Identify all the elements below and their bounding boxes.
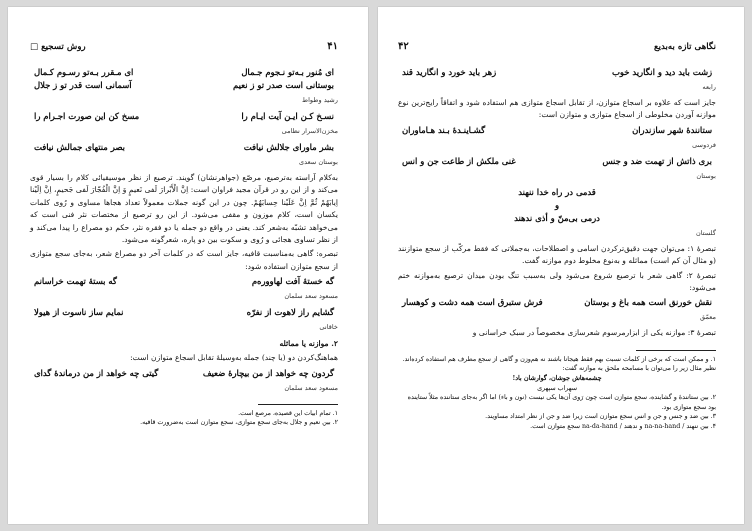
poet-attribution: فردوسی — [692, 140, 716, 149]
hemistich: مسخ کن این صورت اجـرام را — [34, 111, 140, 121]
prose-line — [398, 186, 716, 199]
verse — [398, 296, 716, 309]
paragraph: تبصرهٔ ۳: موازنه یکی از ابزارمرسوم شعرسازی مخصوصاً در سبک خراسانی و — [472, 328, 716, 338]
hemistich: ستانندهٔ شهر سازندران — [632, 124, 712, 135]
verse — [30, 66, 338, 79]
page-41 — [8, 7, 368, 524]
poet-attribution: بوستان — [696, 171, 716, 180]
hemistich: نسـخ کـن ایـن آیت ایـام را — [241, 111, 334, 121]
footnote: ۱. تمام ابیات این قصیده، مرصع است. — [238, 409, 338, 417]
page-header — [30, 41, 338, 52]
poet-attribution: گلستان — [695, 228, 716, 237]
footnote: ۳. بین ضد و جنس و جن و انس سجع متوازن است زیرا ضد و جن از نظر امتداد مساویند. — [485, 413, 716, 421]
hemistich: آسمانی است قدر تو ز جلال — [34, 80, 132, 90]
poet-attribution: بوستان سعدی — [298, 158, 338, 166]
verse — [30, 110, 338, 123]
verse — [30, 79, 338, 92]
running-title: روش تسجیع □ — [30, 41, 86, 52]
page-42 — [378, 7, 744, 524]
poet-attribution: رابعه — [702, 83, 716, 91]
hemistich: زهر باید خورد و انگارید قند — [402, 67, 497, 77]
paragraph: تبصره: گاهی به‌مناسبت قافیه، جایز است که در کلمات آخر دو مصراع شعر، به‌جای سجع متوازی از سجع متوازن استفاده شود: — [30, 249, 338, 271]
rhymed-prose-line: درمی بی‌منّ و أذی ندهند — [514, 212, 600, 223]
footnote: ۴. بین ننهند / na-na-hand و ندهند / na-da-hand سجع متوازن است. — [530, 423, 716, 430]
verse — [398, 124, 716, 137]
section-heading: ۲. موازنه یا مماثله — [279, 339, 338, 349]
hemistich: زشت باید دید و انگارید خوب — [612, 67, 712, 77]
hemistich: ای مـقرر بـه‌تو رسـوم کـمال — [34, 67, 134, 77]
verse — [398, 155, 716, 168]
footnote-attribution: سهراب سپهری — [537, 384, 577, 392]
hemistich: بری ذاتش از تهمت ضد و جنس — [602, 155, 712, 166]
prose-line — [398, 199, 716, 212]
footnote-divider — [258, 404, 338, 405]
hemistich: نمایم ساز ناسوت از هیولا — [34, 307, 124, 318]
hemistich: گیتی چه خواهد از من درماندهٔ گدای — [34, 367, 159, 378]
prose-line — [398, 212, 716, 225]
paragraph: هماهنگ‌کردن دو (یا چند) جمله به‌وسیلهٔ تقابل اسجاع متوازن است: — [130, 353, 338, 363]
hemistich: ای مُنور بـه‌تو نـجوم جـمال — [241, 67, 334, 77]
page-header — [398, 41, 716, 52]
footnote: ۲. بین ستانندهٔ و گشاینده، سجع متوازن است چون رَوی آن‌ها یکی نیست (نون و باء) اما اگر به‌جای ستاننده مثلاً ستاینده بود سجع متوازی بود. — [407, 394, 716, 411]
verse — [30, 306, 338, 319]
hemistich: غنی ملکش از طاعت جن و انس — [402, 155, 516, 166]
poet-attribution: مسعود سعد سلمان — [284, 292, 338, 301]
hemistich: گه بستهٔ تهمت خراسانم — [34, 276, 117, 287]
running-title: نگاهی تازه به‌بدیع — [654, 41, 716, 52]
hemistich: گشایم راز لاهوت از نفرّه — [246, 307, 334, 318]
paragraph: به‌کلام آراسته به‌ترصیع، مرصّع (جواهرنشان) گویند. ترصیع از نظر موسیقیائی کلام را بسیار قوی می‌کند و از این رو در قرآن مجید فراوان است: اِنَّ الْأَبْرارَ لَفی نَعیمٍ وَ اِنَّ الْفُجّارَ لَفی جَحیمٍ، اِنَّ اِلَیْنا اِیابَهُمْ ثُمَّ اِنَّ عَلَیْنا حِسابَهُمْ. چون در این گونه جملات معمولاً تعداد هجاها مساوی و رُوی کلمات یکسان است، کلام موزون و مقفی می‌شود. از این رو ترصیع از مختصات نثر فنی است که می‌خواهد تشبّه به‌شعر کند. یعنی در واقع دو جمله یا دو فقره نثر، حکم دو مصراع را پیدا می‌کند و از نظر تساوی هجائی و رُوی و سکوت بین دو پاره، شعرگونه می‌شود. — [30, 173, 338, 245]
poet-attribution: خاقانی — [319, 323, 338, 332]
verse — [398, 66, 716, 79]
hemistich: بشر ماورای جلالش نیافت — [243, 142, 334, 152]
hemistich: گردون چه خواهد از من بیچارهٔ ضعیف — [202, 367, 334, 378]
conjunction: و — [554, 199, 560, 210]
hemistich: بصر منتهای جمالش نیافت — [34, 142, 125, 152]
hemistich: بوستانی است صدر تو ز نعیم — [233, 80, 334, 90]
footnote: ۲. بین نعیم و جلال به‌جای سجع متوازی، سجع متوازن است به‌ضرورت قافیه. — [140, 419, 338, 427]
footnote: ۱. و ممکن است که برخی از کلمات نسبت بهم فقط هیجانا باشند نه هم‌وزن و گاهی از سجع مطرف هم استفاده کرده‌اند. نظیر مثال زیر را می‌توان با مسامحه ملحق به موازنه گفت: — [402, 355, 716, 373]
poet-attribution: معمّق — [699, 313, 716, 322]
poet-attribution: مسعود سعد سلمان — [284, 383, 338, 392]
verse — [30, 275, 338, 288]
paragraph: تبصرهٔ ۱: می‌توان جهت دقیق‌ترکردن اسامی و اصطلاحات، به‌جملاتی که فقط مرکّب از سجع متوازنند (و مثال آن کم است) مماثله و به‌نوع مخلوط دوم موازنه گفت. — [398, 243, 716, 266]
page-number: ۴۱ — [327, 41, 338, 52]
poet-attribution: رشید وطواط — [301, 96, 338, 104]
page-number: ۴۲ — [398, 41, 409, 52]
paragraph: تبصرهٔ ۲: گاهی شعر با ترصیع شروع می‌شود ولی به‌سبب تنگ بودن میدان ترصیع به‌موازنه ختم می‌شود: — [398, 270, 716, 293]
hemistich: نقش خورنق است همه باغ و بوستان — [584, 297, 712, 308]
verse — [30, 367, 338, 380]
rhymed-prose-line: قدمی در راه خدا ننهند — [518, 186, 596, 197]
hemistich: گشـاینـدهٔ بـند هـاماوران — [402, 124, 486, 135]
paragraph: جایز است که علاوه بر اسجاع متوازن، از تقابل اسجاع متوازی هم استفاده شود و اتفاقاً رایج‌ترین نوع موازنه آوردن مخلوطی از اسجاع متوازی و متوازن است: — [398, 98, 716, 120]
footnote-divider — [636, 350, 716, 351]
poet-attribution: مخزن‌الاسرار نظامی — [281, 127, 338, 135]
verse — [30, 141, 338, 154]
footnote-quote: چشمه‌هاش جوشان، گوارشان باد! — [512, 375, 602, 383]
hemistich: فرش ستبرق است همه دشت و کوهسار — [402, 297, 543, 308]
hemistich: گه خستهٔ آفت لهاووره‌م — [251, 276, 334, 287]
